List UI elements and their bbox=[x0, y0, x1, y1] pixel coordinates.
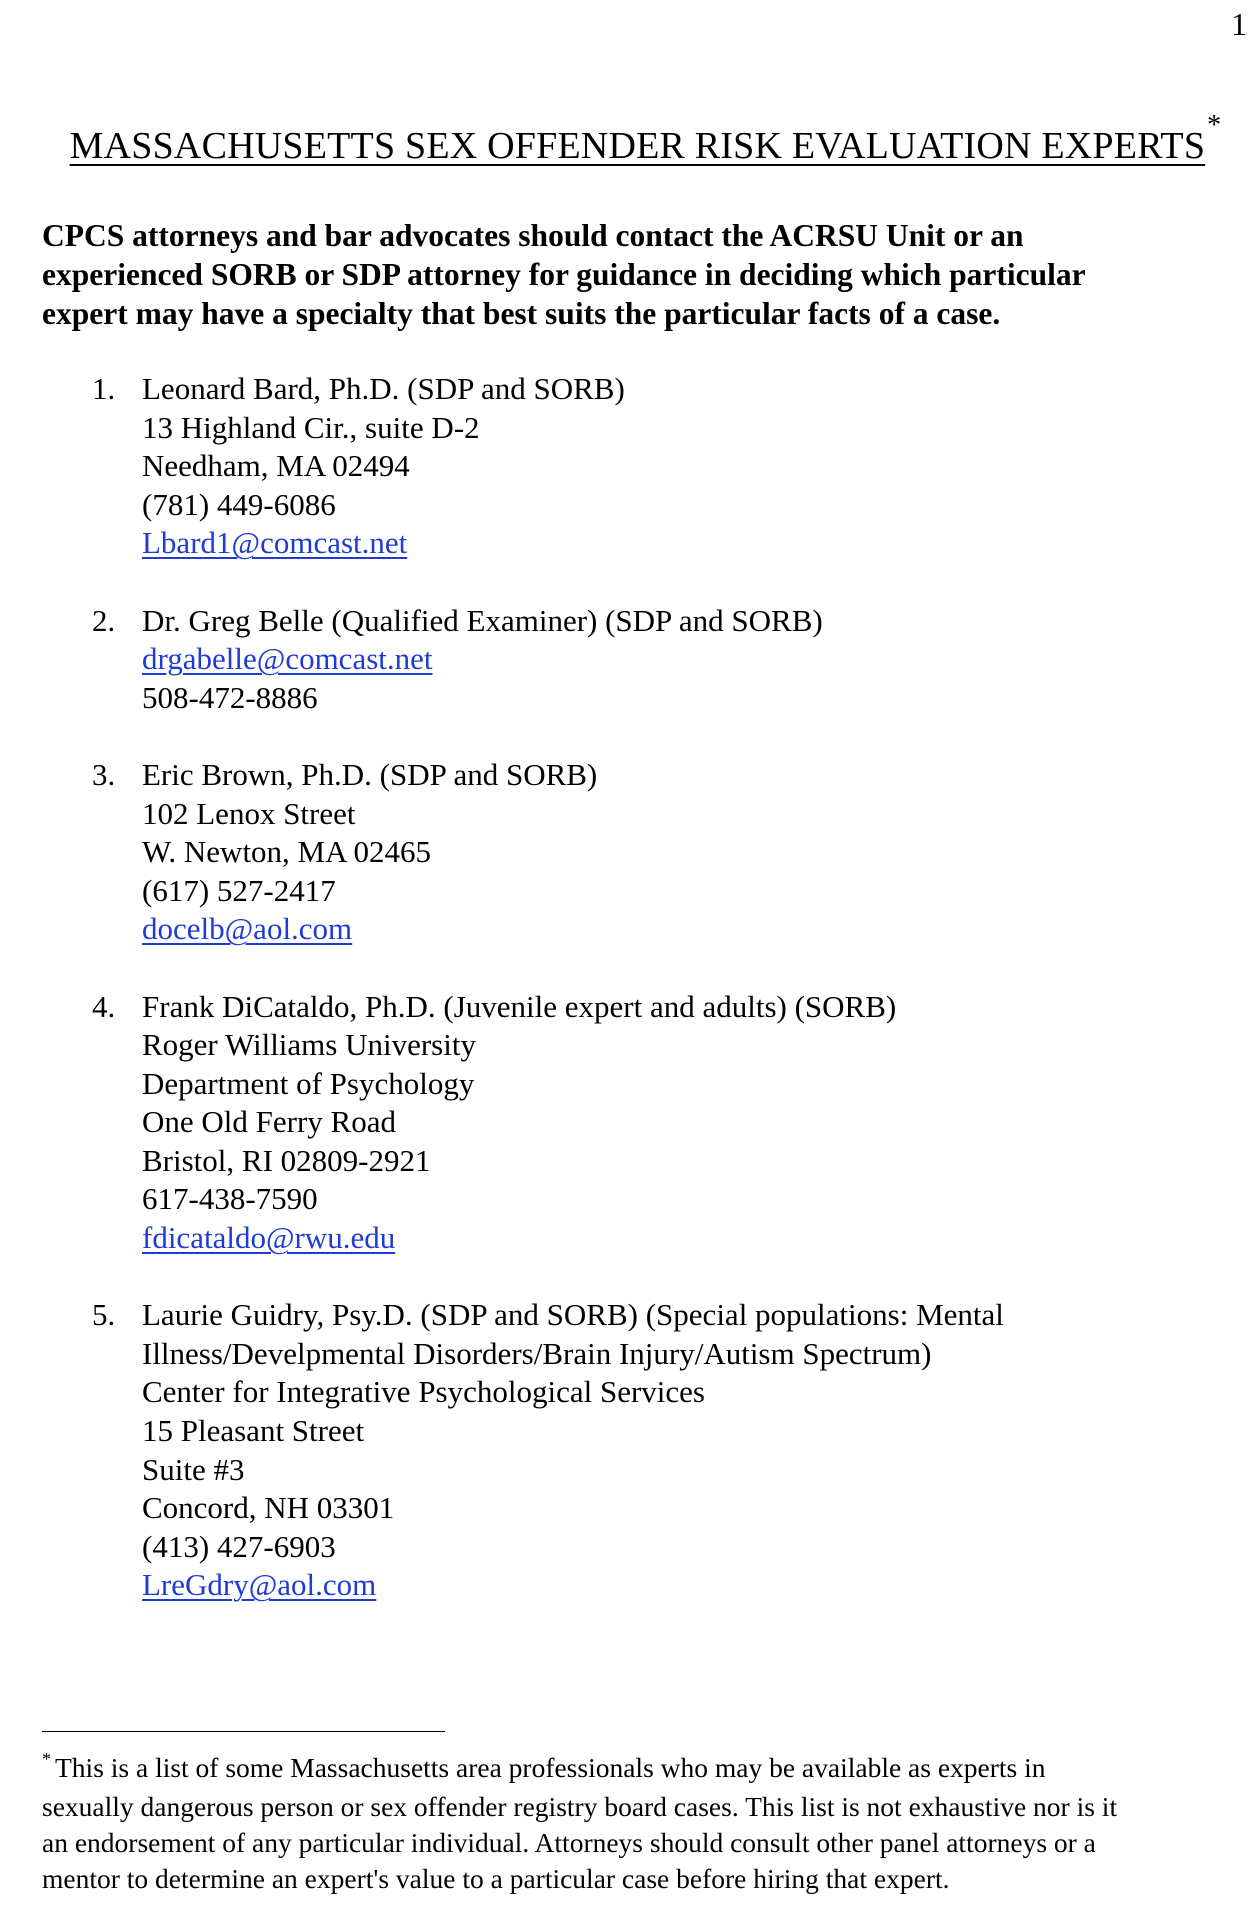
expert-detail-line: (781) 449-6086 bbox=[142, 486, 336, 522]
expert-detail-line: 617-438-7590 bbox=[142, 1181, 318, 1217]
expert-detail-line: Suite #3 bbox=[142, 1451, 245, 1487]
expert-entry bbox=[0, 1296, 1259, 1605]
intro-line: expert may have a specialty that best suits the particular facts of a case. bbox=[42, 296, 1001, 331]
expert-name: Eric Brown, Ph.D. (SDP and SORB) bbox=[142, 756, 598, 792]
expert-email-line bbox=[142, 1566, 1259, 1605]
footnote-line bbox=[42, 1750, 1247, 1789]
intro-paragraph bbox=[42, 216, 1222, 333]
expert-number: 4. bbox=[92, 988, 116, 1024]
title-footnote-marker: * bbox=[1207, 110, 1222, 141]
expert-number: 1. bbox=[92, 371, 116, 406]
expert-email-link[interactable]: fdicataldo@rwu.edu bbox=[142, 1220, 396, 1256]
footnote-marker: * bbox=[42, 1749, 51, 1769]
expert-entry bbox=[0, 988, 1259, 1258]
expert-name: Laurie Guidry, Psy.D. (SDP and SORB) (Special populations: Mental bbox=[142, 1297, 1004, 1333]
expert-detail-line: (413) 427-6903 bbox=[142, 1528, 336, 1564]
expert-email-line bbox=[142, 640, 1259, 679]
expert-email-line bbox=[142, 524, 1259, 563]
expert-name: Frank DiCataldo, Ph.D. (Juvenile expert and adults) (SORB) bbox=[142, 988, 897, 1024]
page-title bbox=[44, 110, 1247, 172]
expert-phone: 508-472-8886 bbox=[142, 679, 318, 715]
expert-email-link[interactable]: LreGdry@aol.com bbox=[142, 1567, 377, 1603]
footnote-divider bbox=[42, 1731, 445, 1732]
footnote-line: mentor to determine an expert's value to a particular case before hiring that expert. bbox=[42, 1863, 950, 1894]
expert-detail-line: W. Newton, MA 02465 bbox=[142, 834, 432, 870]
expert-detail-line: Roger Williams University bbox=[142, 1027, 476, 1063]
expert-details bbox=[142, 370, 1259, 563]
expert-detail-line: Needham, MA 02494 bbox=[142, 448, 410, 484]
expert-details bbox=[142, 756, 1259, 949]
footnote-line: sexually dangerous person or sex offender registry board cases. This list is not exhaustive nor is it bbox=[42, 1791, 1118, 1822]
expert-details bbox=[142, 1296, 1259, 1605]
expert-detail-line: Bristol, RI 02809-2921 bbox=[142, 1142, 431, 1178]
page-number: 1 bbox=[1231, 6, 1247, 42]
expert-detail-line: Illness/Develpmental Disorders/Brain Injury/Autism Spectrum) bbox=[142, 1335, 932, 1371]
intro-line: experienced SORB or SDP attorney for guidance in deciding which particular bbox=[42, 257, 1086, 292]
expert-email-link[interactable]: drgabelle@comcast.net bbox=[142, 641, 433, 677]
expert-email-link[interactable]: docelb@aol.com bbox=[142, 911, 353, 947]
expert-detail-line: 13 Highland Cir., suite D-2 bbox=[142, 409, 480, 445]
intro-line: CPCS attorneys and bar advocates should contact the ACRSU Unit or an bbox=[42, 218, 1024, 253]
footnote-line-text: This is a list of some Massachusetts area professionals who may be available as experts in bbox=[55, 1752, 1046, 1783]
expert-number: 3. bbox=[92, 756, 116, 792]
expert-email-link[interactable]: Lbard1@comcast.net bbox=[142, 525, 408, 561]
expert-details bbox=[142, 602, 1259, 718]
expert-number: 5. bbox=[92, 1297, 116, 1333]
expert-detail-line: 102 Lenox Street bbox=[142, 795, 356, 831]
expert-detail-line: Department of Psychology bbox=[142, 1065, 475, 1101]
expert-number: 2. bbox=[92, 602, 116, 638]
expert-entry bbox=[0, 756, 1259, 949]
expert-detail-line: (617) 527-2417 bbox=[142, 872, 336, 908]
expert-email-line bbox=[142, 910, 1259, 949]
expert-detail-line: Concord, NH 03301 bbox=[142, 1490, 395, 1526]
experts-list bbox=[0, 370, 1259, 1644]
expert-detail-line: Center for Integrative Psychological Services bbox=[142, 1374, 705, 1410]
expert-detail-line: One Old Ferry Road bbox=[142, 1104, 396, 1140]
expert-entry bbox=[0, 370, 1259, 563]
footnote-line: an endorsement of any particular individual. Attorneys should consult other panel attorneys or a bbox=[42, 1827, 1096, 1858]
expert-entry bbox=[0, 602, 1259, 718]
expert-name: Leonard Bard, Ph.D. (SDP and SORB) bbox=[142, 371, 625, 406]
expert-detail-line: 15 Pleasant Street bbox=[142, 1413, 365, 1449]
expert-name: Dr. Greg Belle (Qualified Examiner) (SDP and SORB) bbox=[142, 602, 823, 638]
expert-details bbox=[142, 988, 1259, 1258]
footnote bbox=[42, 1750, 1247, 1897]
expert-email-line bbox=[142, 1219, 1259, 1258]
page-title-text: MASSACHUSETTS SEX OFFENDER RISK EVALUATION EXPERTS bbox=[69, 125, 1206, 167]
